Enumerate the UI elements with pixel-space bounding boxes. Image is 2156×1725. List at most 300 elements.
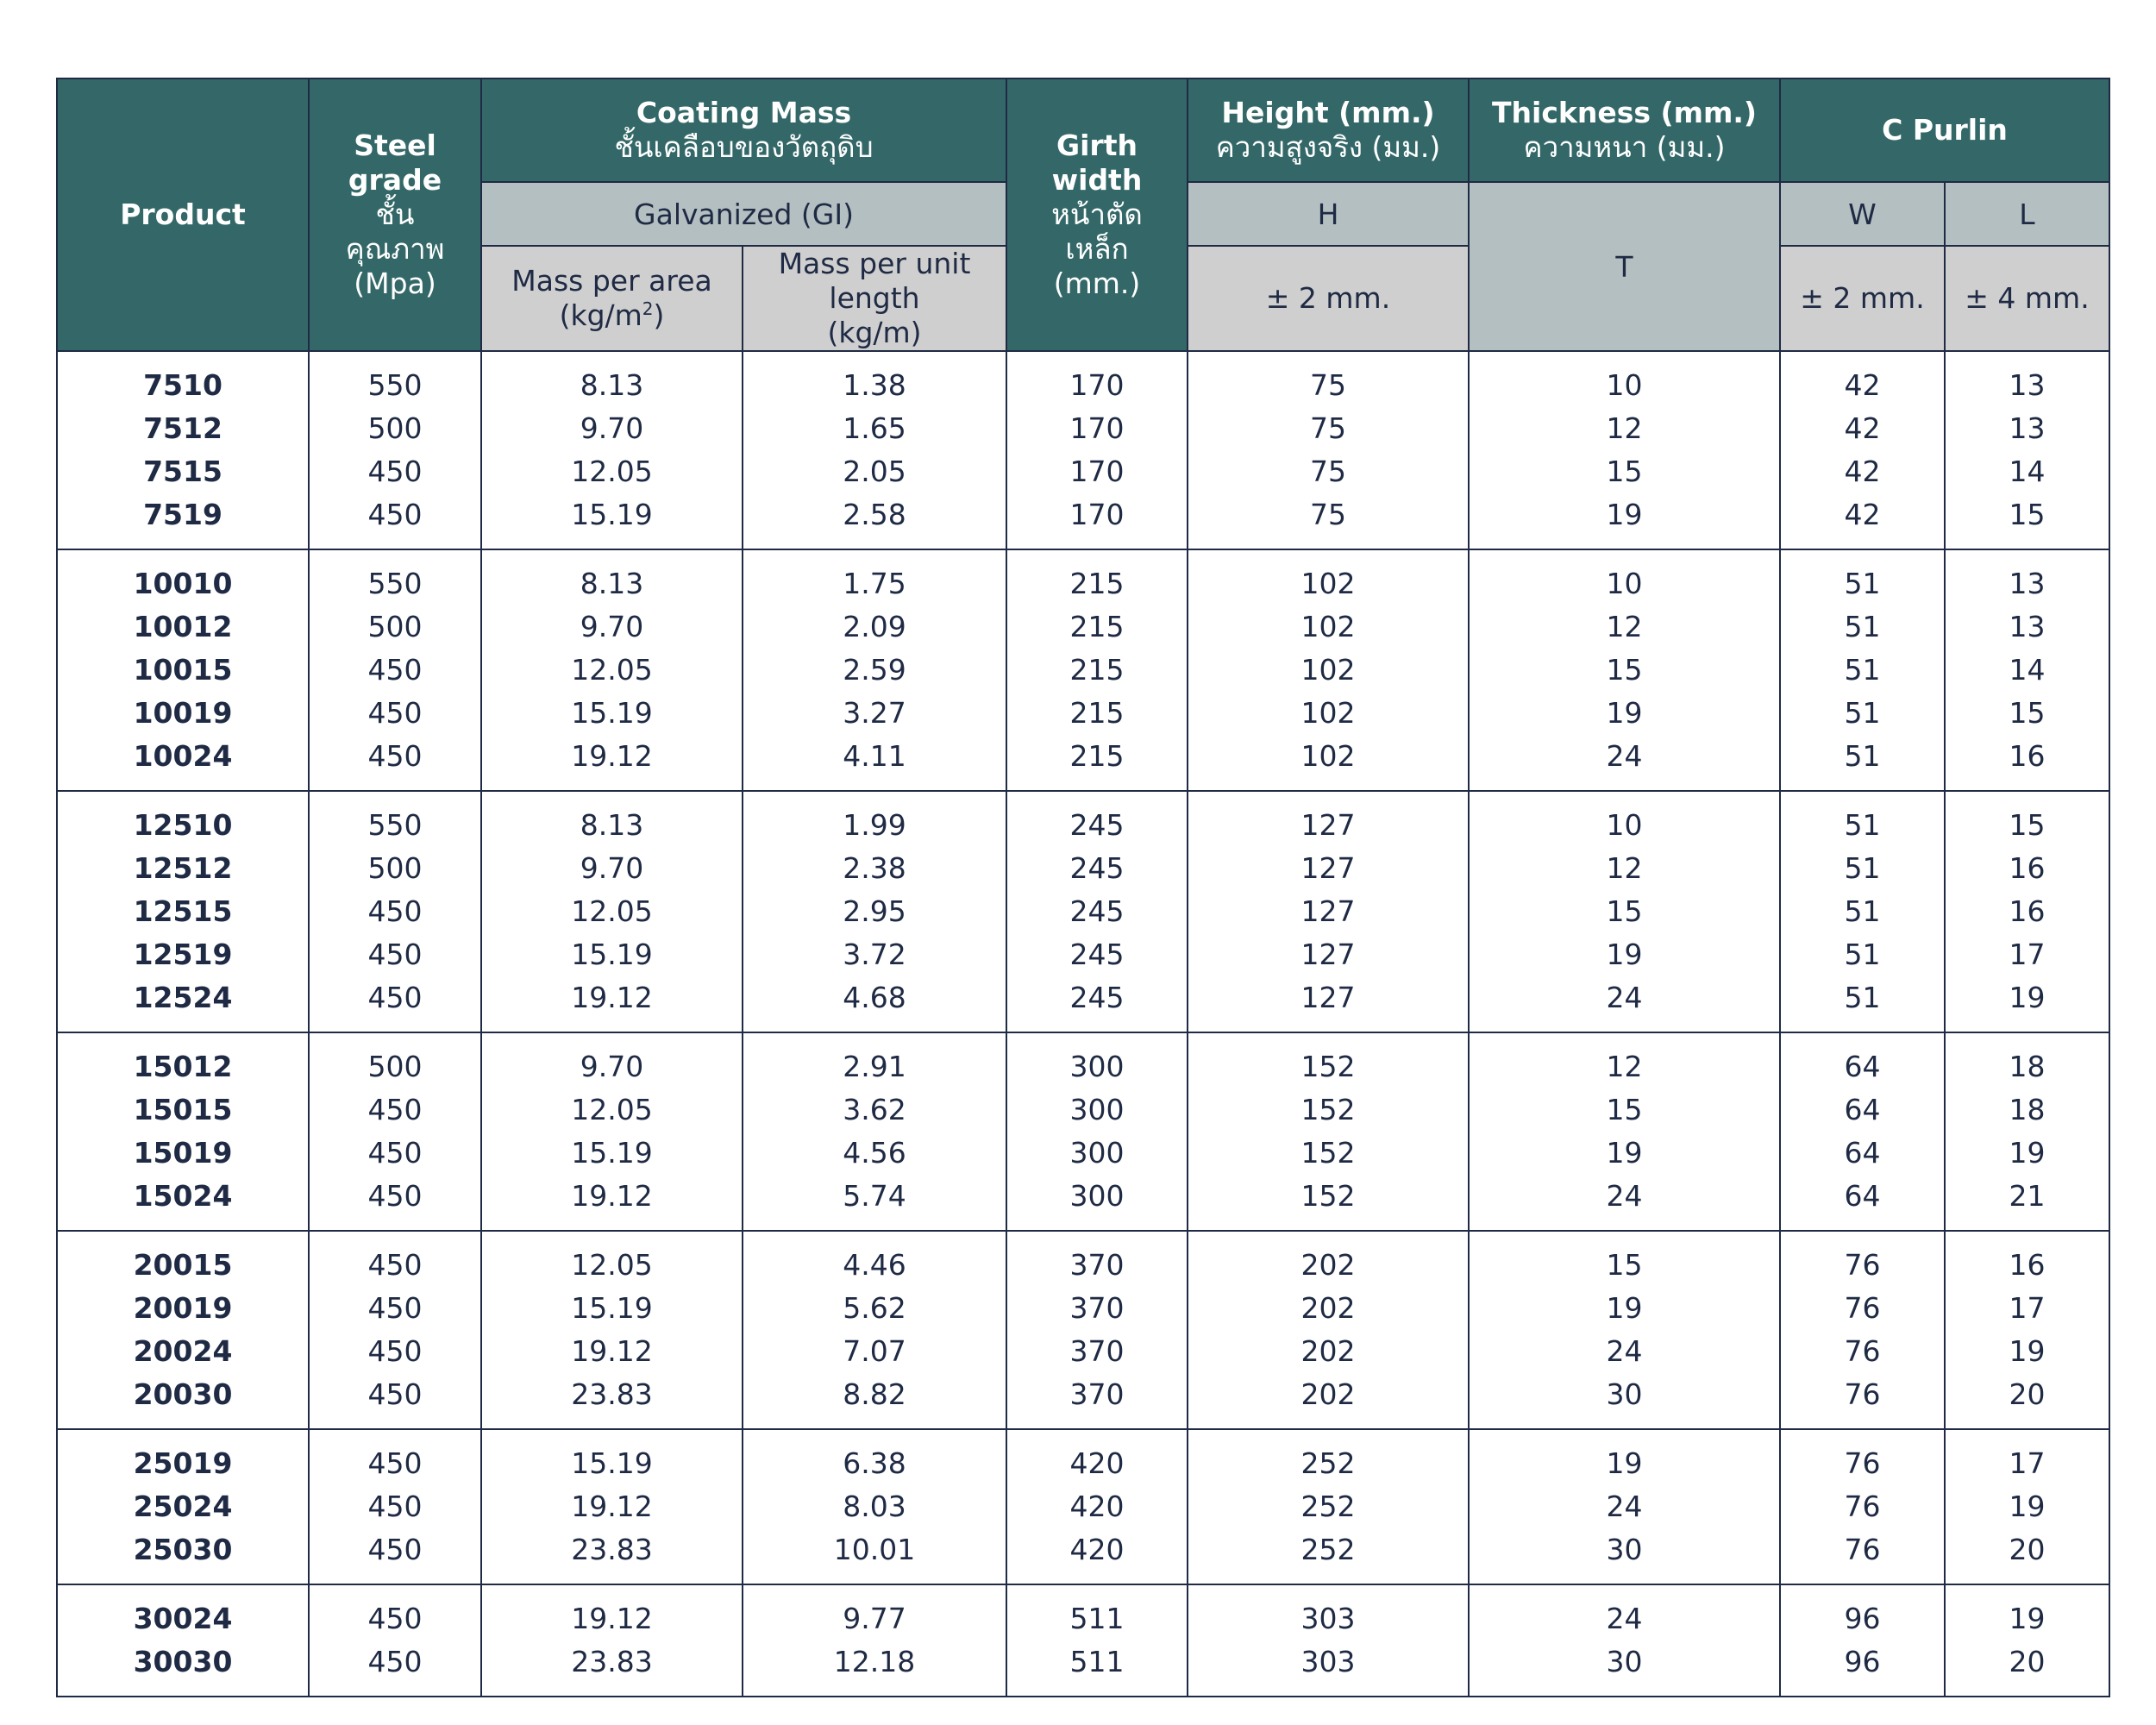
cell-steel-grade: 450 bbox=[309, 1175, 481, 1231]
cell-height: 202 bbox=[1188, 1330, 1469, 1373]
header-w-symbol: W bbox=[1780, 182, 1945, 246]
cell-purlin-w: 51 bbox=[1780, 735, 1945, 791]
cell-thickness: 30 bbox=[1469, 1528, 1780, 1584]
cell-thickness: 10 bbox=[1469, 549, 1780, 605]
cell-purlin-l: 15 bbox=[1945, 692, 2109, 735]
cell-purlin-l: 20 bbox=[1945, 1373, 2109, 1429]
cell-height: 202 bbox=[1188, 1373, 1469, 1429]
table-row bbox=[57, 847, 2109, 890]
cell-thickness: 19 bbox=[1469, 933, 1780, 976]
cell-mass-per-length: 9.77 bbox=[743, 1584, 1006, 1640]
cell-height: 152 bbox=[1188, 1088, 1469, 1132]
cell-height: 152 bbox=[1188, 1032, 1469, 1088]
cell-product: 10015 bbox=[57, 649, 309, 692]
header-coating-mass-en: Coating Mass bbox=[636, 96, 852, 129]
cell-height: 127 bbox=[1188, 976, 1469, 1032]
cell-thickness: 15 bbox=[1469, 649, 1780, 692]
cell-purlin-w: 96 bbox=[1780, 1584, 1945, 1640]
cell-purlin-l: 16 bbox=[1945, 847, 2109, 890]
cell-mass-per-length: 1.75 bbox=[743, 549, 1006, 605]
cell-product: 15024 bbox=[57, 1175, 309, 1231]
cell-thickness: 19 bbox=[1469, 1132, 1780, 1175]
cell-purlin-w: 42 bbox=[1780, 351, 1945, 407]
cell-steel-grade: 450 bbox=[309, 1373, 481, 1429]
cell-mass-per-area: 19.12 bbox=[481, 1175, 743, 1231]
cell-steel-grade: 450 bbox=[309, 1088, 481, 1132]
cell-height: 75 bbox=[1188, 351, 1469, 407]
header-coating-mass bbox=[481, 78, 1006, 182]
cell-mass-per-area: 15.19 bbox=[481, 493, 743, 549]
cell-thickness: 24 bbox=[1469, 1330, 1780, 1373]
cell-mass-per-length: 2.95 bbox=[743, 890, 1006, 933]
table-row bbox=[57, 735, 2109, 791]
cell-height: 75 bbox=[1188, 407, 1469, 450]
cell-purlin-w: 76 bbox=[1780, 1231, 1945, 1287]
cell-mass-per-length: 8.82 bbox=[743, 1373, 1006, 1429]
cell-height: 202 bbox=[1188, 1231, 1469, 1287]
cell-girth-width: 215 bbox=[1006, 649, 1188, 692]
cell-product: 15019 bbox=[57, 1132, 309, 1175]
cell-height: 252 bbox=[1188, 1528, 1469, 1584]
cell-mass-per-area: 8.13 bbox=[481, 549, 743, 605]
header-steel-grade bbox=[309, 78, 481, 351]
cell-mass-per-area: 12.05 bbox=[481, 890, 743, 933]
table-row bbox=[57, 1429, 2109, 1485]
header-mass-per-area-unit bbox=[482, 298, 742, 333]
c-purlin-spec-table bbox=[56, 78, 2110, 1697]
cell-purlin-l: 19 bbox=[1945, 1584, 2109, 1640]
table-row bbox=[57, 1231, 2109, 1287]
cell-steel-grade: 500 bbox=[309, 847, 481, 890]
cell-purlin-w: 51 bbox=[1780, 976, 1945, 1032]
cell-height: 127 bbox=[1188, 847, 1469, 890]
cell-purlin-w: 51 bbox=[1780, 692, 1945, 735]
table-row bbox=[57, 1528, 2109, 1584]
cell-mass-per-length: 1.99 bbox=[743, 791, 1006, 847]
header-girth-th: หน้าตัดเหล็ก bbox=[1051, 198, 1143, 266]
cell-steel-grade: 450 bbox=[309, 890, 481, 933]
header-height-th: ความสูงจริง (มม.) bbox=[1215, 130, 1441, 164]
header-steel-grade-unit: (Mpa) bbox=[354, 267, 436, 300]
cell-purlin-w: 76 bbox=[1780, 1528, 1945, 1584]
cell-product: 10019 bbox=[57, 692, 309, 735]
table-row bbox=[57, 549, 2109, 605]
cell-purlin-l: 19 bbox=[1945, 976, 2109, 1032]
table-row bbox=[57, 976, 2109, 1032]
header-girth-en: Girth width bbox=[1051, 129, 1143, 197]
cell-purlin-l: 16 bbox=[1945, 890, 2109, 933]
cell-height: 102 bbox=[1188, 735, 1469, 791]
cell-height: 75 bbox=[1188, 493, 1469, 549]
cell-mass-per-length: 2.05 bbox=[743, 450, 1006, 493]
cell-mass-per-length: 2.09 bbox=[743, 605, 1006, 649]
cell-product: 10012 bbox=[57, 605, 309, 649]
cell-height: 102 bbox=[1188, 605, 1469, 649]
cell-mass-per-area: 12.05 bbox=[481, 649, 743, 692]
table-row bbox=[57, 1584, 2109, 1640]
cell-product: 20019 bbox=[57, 1287, 309, 1330]
cell-mass-per-area: 23.83 bbox=[481, 1373, 743, 1429]
cell-thickness: 15 bbox=[1469, 1231, 1780, 1287]
cell-product: 20015 bbox=[57, 1231, 309, 1287]
cell-steel-grade: 450 bbox=[309, 1528, 481, 1584]
cell-mass-per-area: 8.13 bbox=[481, 351, 743, 407]
cell-product: 12519 bbox=[57, 933, 309, 976]
cell-height: 102 bbox=[1188, 549, 1469, 605]
cell-mass-per-area: 23.83 bbox=[481, 1640, 743, 1697]
cell-purlin-w: 64 bbox=[1780, 1032, 1945, 1088]
cell-thickness: 10 bbox=[1469, 791, 1780, 847]
table-row bbox=[57, 933, 2109, 976]
cell-girth-width: 215 bbox=[1006, 549, 1188, 605]
cell-purlin-w: 64 bbox=[1780, 1175, 1945, 1231]
header-l-tolerance: ± 4 mm. bbox=[1945, 246, 2109, 351]
cell-purlin-w: 42 bbox=[1780, 493, 1945, 549]
cell-girth-width: 245 bbox=[1006, 976, 1188, 1032]
cell-mass-per-area: 9.70 bbox=[481, 407, 743, 450]
cell-girth-width: 215 bbox=[1006, 692, 1188, 735]
cell-purlin-l: 20 bbox=[1945, 1640, 2109, 1697]
cell-mass-per-length: 3.62 bbox=[743, 1088, 1006, 1132]
cell-mass-per-area: 12.05 bbox=[481, 450, 743, 493]
table-row bbox=[57, 1132, 2109, 1175]
cell-mass-per-length: 2.58 bbox=[743, 493, 1006, 549]
cell-purlin-l: 16 bbox=[1945, 1231, 2109, 1287]
cell-product: 7515 bbox=[57, 450, 309, 493]
mass-unit-sup: 2 bbox=[642, 298, 654, 319]
cell-steel-grade: 450 bbox=[309, 1429, 481, 1485]
cell-girth-width: 215 bbox=[1006, 605, 1188, 649]
header-mass-per-area bbox=[481, 246, 743, 351]
cell-thickness: 15 bbox=[1469, 890, 1780, 933]
cell-purlin-l: 19 bbox=[1945, 1330, 2109, 1373]
cell-purlin-w: 51 bbox=[1780, 933, 1945, 976]
table-row bbox=[57, 450, 2109, 493]
cell-mass-per-area: 19.12 bbox=[481, 1330, 743, 1373]
cell-height: 252 bbox=[1188, 1429, 1469, 1485]
cell-purlin-w: 51 bbox=[1780, 605, 1945, 649]
cell-purlin-w: 76 bbox=[1780, 1287, 1945, 1330]
cell-purlin-l: 19 bbox=[1945, 1485, 2109, 1528]
cell-purlin-l: 17 bbox=[1945, 933, 2109, 976]
cell-girth-width: 215 bbox=[1006, 735, 1188, 791]
cell-mass-per-length: 10.01 bbox=[743, 1528, 1006, 1584]
cell-thickness: 10 bbox=[1469, 351, 1780, 407]
cell-mass-per-length: 5.74 bbox=[743, 1175, 1006, 1231]
cell-steel-grade: 500 bbox=[309, 407, 481, 450]
table-row bbox=[57, 1373, 2109, 1429]
cell-mass-per-length: 4.11 bbox=[743, 735, 1006, 791]
cell-girth-width: 300 bbox=[1006, 1088, 1188, 1132]
cell-girth-width: 245 bbox=[1006, 890, 1188, 933]
table-row bbox=[57, 493, 2109, 549]
cell-height: 152 bbox=[1188, 1132, 1469, 1175]
cell-product: 25030 bbox=[57, 1528, 309, 1584]
cell-girth-width: 245 bbox=[1006, 933, 1188, 976]
cell-mass-per-area: 19.12 bbox=[481, 735, 743, 791]
cell-purlin-l: 14 bbox=[1945, 450, 2109, 493]
cell-product: 10024 bbox=[57, 735, 309, 791]
table-row bbox=[57, 1640, 2109, 1697]
header-l-symbol: L bbox=[1945, 182, 2109, 246]
cell-girth-width: 170 bbox=[1006, 407, 1188, 450]
cell-girth-width: 420 bbox=[1006, 1485, 1188, 1528]
table-row bbox=[57, 1032, 2109, 1088]
cell-mass-per-area: 15.19 bbox=[481, 1429, 743, 1485]
table-row bbox=[57, 351, 2109, 407]
cell-mass-per-length: 4.68 bbox=[743, 976, 1006, 1032]
cell-purlin-l: 21 bbox=[1945, 1175, 2109, 1231]
cell-mass-per-area: 19.12 bbox=[481, 1584, 743, 1640]
cell-girth-width: 511 bbox=[1006, 1640, 1188, 1697]
cell-steel-grade: 450 bbox=[309, 493, 481, 549]
cell-steel-grade: 450 bbox=[309, 692, 481, 735]
cell-purlin-l: 19 bbox=[1945, 1132, 2109, 1175]
cell-purlin-w: 51 bbox=[1780, 847, 1945, 890]
cell-thickness: 12 bbox=[1469, 605, 1780, 649]
cell-product: 7512 bbox=[57, 407, 309, 450]
cell-height: 152 bbox=[1188, 1175, 1469, 1231]
cell-purlin-l: 13 bbox=[1945, 549, 2109, 605]
cell-mass-per-area: 12.05 bbox=[481, 1231, 743, 1287]
cell-product: 20030 bbox=[57, 1373, 309, 1429]
cell-steel-grade: 450 bbox=[309, 1287, 481, 1330]
header-c-purlin: C Purlin bbox=[1780, 78, 2109, 182]
header-height-en: Height (mm.) bbox=[1221, 96, 1435, 129]
header-steel-grade-th: ชั้นคุณภาพ bbox=[345, 198, 445, 266]
cell-mass-per-area: 9.70 bbox=[481, 1032, 743, 1088]
cell-thickness: 19 bbox=[1469, 1287, 1780, 1330]
cell-purlin-l: 15 bbox=[1945, 493, 2109, 549]
cell-mass-per-area: 23.83 bbox=[481, 1528, 743, 1584]
cell-mass-per-length: 2.91 bbox=[743, 1032, 1006, 1088]
cell-purlin-w: 64 bbox=[1780, 1088, 1945, 1132]
cell-girth-width: 300 bbox=[1006, 1032, 1188, 1088]
cell-product: 12524 bbox=[57, 976, 309, 1032]
cell-height: 127 bbox=[1188, 791, 1469, 847]
cell-product: 30024 bbox=[57, 1584, 309, 1640]
cell-girth-width: 300 bbox=[1006, 1132, 1188, 1175]
cell-purlin-l: 18 bbox=[1945, 1088, 2109, 1132]
cell-steel-grade: 450 bbox=[309, 649, 481, 692]
cell-product: 7519 bbox=[57, 493, 309, 549]
cell-purlin-w: 76 bbox=[1780, 1373, 1945, 1429]
cell-purlin-w: 76 bbox=[1780, 1330, 1945, 1373]
cell-thickness: 19 bbox=[1469, 493, 1780, 549]
cell-steel-grade: 450 bbox=[309, 1485, 481, 1528]
cell-mass-per-area: 8.13 bbox=[481, 791, 743, 847]
header-thickness-symbol: T bbox=[1469, 182, 1780, 351]
header-girth-unit: (mm.) bbox=[1053, 267, 1141, 300]
cell-purlin-w: 51 bbox=[1780, 549, 1945, 605]
cell-girth-width: 170 bbox=[1006, 351, 1188, 407]
cell-girth-width: 511 bbox=[1006, 1584, 1188, 1640]
cell-mass-per-area: 9.70 bbox=[481, 847, 743, 890]
cell-mass-per-length: 1.65 bbox=[743, 407, 1006, 450]
cell-mass-per-length: 5.62 bbox=[743, 1287, 1006, 1330]
table-row bbox=[57, 692, 2109, 735]
cell-purlin-l: 13 bbox=[1945, 407, 2109, 450]
cell-steel-grade: 450 bbox=[309, 933, 481, 976]
header-product: Product bbox=[57, 78, 309, 351]
cell-steel-grade: 550 bbox=[309, 549, 481, 605]
cell-thickness: 24 bbox=[1469, 1485, 1780, 1528]
cell-girth-width: 170 bbox=[1006, 450, 1188, 493]
cell-steel-grade: 450 bbox=[309, 1640, 481, 1697]
cell-purlin-w: 51 bbox=[1780, 649, 1945, 692]
cell-steel-grade: 450 bbox=[309, 450, 481, 493]
header-height-tolerance: ± 2 mm. bbox=[1188, 246, 1469, 351]
cell-steel-grade: 550 bbox=[309, 791, 481, 847]
cell-height: 303 bbox=[1188, 1640, 1469, 1697]
table-row bbox=[57, 1175, 2109, 1231]
cell-product: 12510 bbox=[57, 791, 309, 847]
cell-mass-per-length: 7.07 bbox=[743, 1330, 1006, 1373]
cell-thickness: 12 bbox=[1469, 407, 1780, 450]
header-w-tolerance: ± 2 mm. bbox=[1780, 246, 1945, 351]
cell-steel-grade: 450 bbox=[309, 976, 481, 1032]
cell-product: 25024 bbox=[57, 1485, 309, 1528]
table-row bbox=[57, 1287, 2109, 1330]
cell-product: 20024 bbox=[57, 1330, 309, 1373]
cell-purlin-l: 15 bbox=[1945, 791, 2109, 847]
cell-mass-per-area: 15.19 bbox=[481, 1132, 743, 1175]
cell-mass-per-length: 1.38 bbox=[743, 351, 1006, 407]
header-thickness-en: Thickness (mm.) bbox=[1492, 96, 1757, 129]
cell-mass-per-length: 4.46 bbox=[743, 1231, 1006, 1287]
cell-height: 102 bbox=[1188, 692, 1469, 735]
mass-unit-pre: (kg/m bbox=[559, 298, 642, 332]
cell-purlin-w: 42 bbox=[1780, 407, 1945, 450]
spec-table-body bbox=[57, 351, 2109, 1697]
cell-mass-per-area: 9.70 bbox=[481, 605, 743, 649]
cell-mass-per-area: 15.19 bbox=[481, 933, 743, 976]
cell-thickness: 30 bbox=[1469, 1373, 1780, 1429]
cell-steel-grade: 450 bbox=[309, 1584, 481, 1640]
cell-girth-width: 370 bbox=[1006, 1287, 1188, 1330]
cell-mass-per-length: 4.56 bbox=[743, 1132, 1006, 1175]
cell-girth-width: 370 bbox=[1006, 1231, 1188, 1287]
table-row bbox=[57, 1088, 2109, 1132]
header-girth-width bbox=[1006, 78, 1188, 351]
cell-mass-per-length: 8.03 bbox=[743, 1485, 1006, 1528]
cell-girth-width: 370 bbox=[1006, 1330, 1188, 1373]
cell-thickness: 12 bbox=[1469, 847, 1780, 890]
cell-mass-per-length: 6.38 bbox=[743, 1429, 1006, 1485]
cell-thickness: 12 bbox=[1469, 1032, 1780, 1088]
cell-girth-width: 245 bbox=[1006, 847, 1188, 890]
cell-mass-per-area: 19.12 bbox=[481, 1485, 743, 1528]
cell-thickness: 30 bbox=[1469, 1640, 1780, 1697]
header-height bbox=[1188, 78, 1469, 182]
header-steel-grade-en: Steel grade bbox=[348, 129, 442, 197]
cell-product: 7510 bbox=[57, 351, 309, 407]
cell-girth-width: 245 bbox=[1006, 791, 1188, 847]
cell-girth-width: 370 bbox=[1006, 1373, 1188, 1429]
cell-purlin-w: 76 bbox=[1780, 1429, 1945, 1485]
cell-thickness: 19 bbox=[1469, 1429, 1780, 1485]
table-row bbox=[57, 605, 2109, 649]
cell-thickness: 15 bbox=[1469, 450, 1780, 493]
mass-unit-post: ) bbox=[653, 298, 665, 332]
cell-purlin-l: 18 bbox=[1945, 1032, 2109, 1088]
table-row bbox=[57, 791, 2109, 847]
cell-steel-grade: 450 bbox=[309, 1330, 481, 1373]
cell-steel-grade: 450 bbox=[309, 735, 481, 791]
cell-girth-width: 420 bbox=[1006, 1429, 1188, 1485]
cell-purlin-l: 17 bbox=[1945, 1429, 2109, 1485]
cell-purlin-l: 20 bbox=[1945, 1528, 2109, 1584]
cell-product: 10010 bbox=[57, 549, 309, 605]
cell-mass-per-length: 2.38 bbox=[743, 847, 1006, 890]
cell-height: 252 bbox=[1188, 1485, 1469, 1528]
cell-steel-grade: 500 bbox=[309, 1032, 481, 1088]
cell-purlin-w: 96 bbox=[1780, 1640, 1945, 1697]
cell-purlin-l: 14 bbox=[1945, 649, 2109, 692]
header-thickness-th: ความหนา (มม.) bbox=[1523, 130, 1726, 164]
cell-mass-per-length: 3.27 bbox=[743, 692, 1006, 735]
header-height-symbol: H bbox=[1188, 182, 1469, 246]
cell-girth-width: 420 bbox=[1006, 1528, 1188, 1584]
cell-purlin-l: 13 bbox=[1945, 605, 2109, 649]
header-galvanized: Galvanized (GI) bbox=[481, 182, 1006, 246]
table-row bbox=[57, 1485, 2109, 1528]
cell-thickness: 24 bbox=[1469, 1584, 1780, 1640]
cell-height: 303 bbox=[1188, 1584, 1469, 1640]
cell-girth-width: 170 bbox=[1006, 493, 1188, 549]
cell-purlin-w: 64 bbox=[1780, 1132, 1945, 1175]
table-row bbox=[57, 649, 2109, 692]
cell-height: 75 bbox=[1188, 450, 1469, 493]
cell-mass-per-length: 12.18 bbox=[743, 1640, 1006, 1697]
cell-thickness: 15 bbox=[1469, 1088, 1780, 1132]
cell-mass-per-area: 12.05 bbox=[481, 1088, 743, 1132]
cell-product: 12512 bbox=[57, 847, 309, 890]
cell-mass-per-length: 2.59 bbox=[743, 649, 1006, 692]
cell-height: 127 bbox=[1188, 890, 1469, 933]
cell-purlin-l: 13 bbox=[1945, 351, 2109, 407]
cell-steel-grade: 450 bbox=[309, 1132, 481, 1175]
cell-purlin-w: 51 bbox=[1780, 791, 1945, 847]
cell-mass-per-area: 15.19 bbox=[481, 1287, 743, 1330]
header-thickness bbox=[1469, 78, 1780, 182]
cell-product: 15012 bbox=[57, 1032, 309, 1088]
cell-purlin-l: 17 bbox=[1945, 1287, 2109, 1330]
cell-thickness: 19 bbox=[1469, 692, 1780, 735]
cell-purlin-w: 76 bbox=[1780, 1485, 1945, 1528]
cell-mass-per-area: 15.19 bbox=[481, 692, 743, 735]
cell-steel-grade: 500 bbox=[309, 605, 481, 649]
cell-product: 15015 bbox=[57, 1088, 309, 1132]
cell-product: 12515 bbox=[57, 890, 309, 933]
header-mass-per-area-label: Mass per area bbox=[511, 264, 712, 298]
cell-height: 102 bbox=[1188, 649, 1469, 692]
cell-girth-width: 300 bbox=[1006, 1175, 1188, 1231]
cell-purlin-w: 42 bbox=[1780, 450, 1945, 493]
cell-thickness: 24 bbox=[1469, 735, 1780, 791]
cell-purlin-l: 16 bbox=[1945, 735, 2109, 791]
cell-product: 25019 bbox=[57, 1429, 309, 1485]
cell-mass-per-length: 3.72 bbox=[743, 933, 1006, 976]
header-mass-per-length: Mass per unit length (kg/m) bbox=[743, 246, 1006, 351]
table-row bbox=[57, 890, 2109, 933]
cell-product: 30030 bbox=[57, 1640, 309, 1697]
header-coating-mass-th: ชั้นเคลือบของวัตถุดิบ bbox=[614, 130, 874, 164]
cell-height: 127 bbox=[1188, 933, 1469, 976]
cell-purlin-w: 51 bbox=[1780, 890, 1945, 933]
cell-steel-grade: 550 bbox=[309, 351, 481, 407]
table-row bbox=[57, 407, 2109, 450]
